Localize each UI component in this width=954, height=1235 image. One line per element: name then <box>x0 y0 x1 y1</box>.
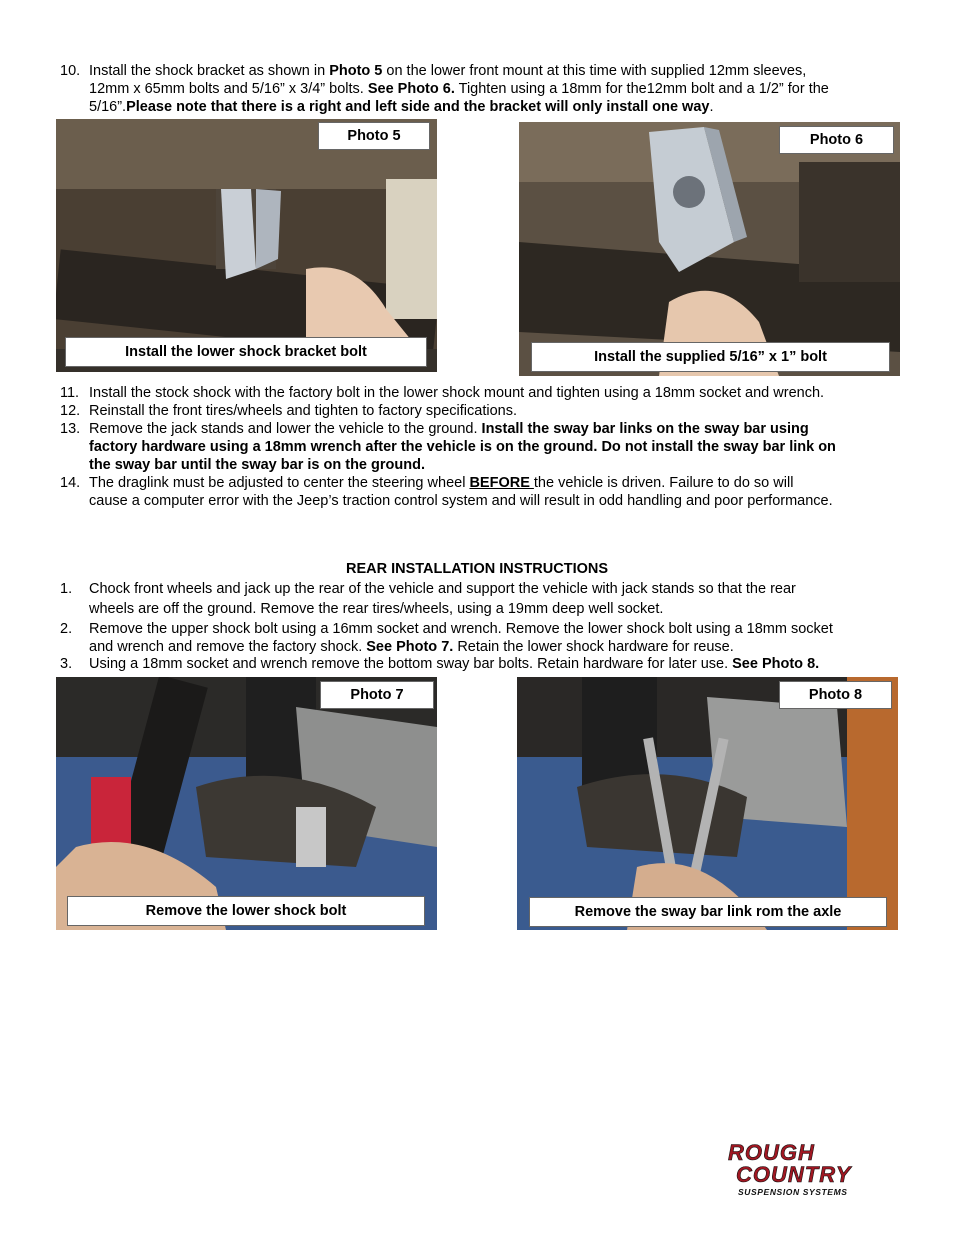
step-10-line-1: Install the shock bracket as shown in Photo 5 on the lower front mount at this time with supplied 12mm sleeves, <box>89 63 807 79</box>
photo-tag: Photo 8 <box>779 681 892 709</box>
photo-7 <box>56 677 437 930</box>
step-12: 12. Reinstall the front tires/wheels and tighten to factory specifications. <box>60 403 517 419</box>
rear-step-2-line-2: and wrench and remove the factory shock. See Photo 7. Retain the lower shock hardware for reuse. <box>89 639 734 655</box>
step-number: 1. <box>60 581 73 597</box>
photo-6-image <box>519 122 900 376</box>
photo-caption: Remove the lower shock bolt <box>67 896 425 926</box>
photo-5 <box>56 119 437 372</box>
step-number: 14. <box>60 475 81 491</box>
step-number: 12. <box>60 403 81 419</box>
photo-tag: Photo 7 <box>320 681 434 709</box>
rear-step-1 <box>60 580 920 620</box>
step-number: 3. <box>60 656 73 672</box>
step-10-line-3: 5/16”.Please note that there is a right and left side and the bracket will only install one way. <box>89 99 714 115</box>
logo-graphic <box>726 1140 896 1200</box>
rough-country-logo <box>726 1140 896 1200</box>
photo-7-image <box>56 677 437 930</box>
photo-tag: Photo 6 <box>779 126 894 154</box>
photo-caption: Remove the sway bar link rom the axle <box>529 897 887 927</box>
rear-step-1-line-2: wheels are off the ground. Remove the rear tires/wheels, using a 19mm deep well socket. <box>89 601 664 617</box>
step-number: 13. <box>60 421 81 437</box>
photo-5-image <box>56 119 437 372</box>
step-number: 11. <box>60 385 80 401</box>
rear-step-3: 3. Using a 18mm socket and wrench remove the bottom sway bar bolts. Retain hardware for later use. See Photo 8. <box>60 656 820 672</box>
photo-caption: Install the supplied 5/16” x 1” bolt <box>531 342 890 372</box>
rear-installation-heading: REAR INSTALLATION INSTRUCTIONS <box>345 561 609 577</box>
photo-6 <box>519 122 900 376</box>
step-10-line-2: 12mm x 65mm bolts and 5/16” x 3/4” bolts. See Photo 6. Tighten using a 18mm for the12mm bolt and a 1/2” for the <box>89 81 829 97</box>
svg-text:COUNTRY: COUNTRY <box>736 1162 852 1187</box>
step-14-line-1: The draglink must be adjusted to center the steering wheel BEFORE the vehicle is driven. Failure to do so will <box>89 475 794 491</box>
step-11: 11. Install the stock shock with the factory bolt in the lower shock mount and tighten using a 18mm socket and wrench. <box>60 385 825 401</box>
photo-8-image <box>517 677 898 930</box>
step-13-line-1: Remove the jack stands and lower the vehicle to the ground. Install the sway bar links on the sway bar using <box>89 421 809 437</box>
svg-text:SUSPENSION SYSTEMS: SUSPENSION SYSTEMS <box>738 1187 848 1197</box>
step-13 <box>60 420 920 474</box>
step-13-line-2: factory hardware using a 18mm wrench after the vehicle is on the ground. Do not install the sway bar link on <box>89 439 836 455</box>
step-number: 10. <box>60 63 81 79</box>
photo-caption: Install the lower shock bracket bolt <box>65 337 427 367</box>
photo-8 <box>517 677 898 930</box>
rear-step-1-line-1: Chock front wheels and jack up the rear of the vehicle and support the vehicle with jack stands so that the rear <box>89 581 796 597</box>
step-number: 2. <box>60 621 73 637</box>
rear-step-2-line-1: Remove the upper shock bolt using a 16mm socket and wrench. Remove the lower shock bolt using a 18mm socket <box>89 621 833 637</box>
photo-tag: Photo 5 <box>318 122 430 150</box>
svg-text:ROUGH: ROUGH <box>728 1140 815 1165</box>
step-10 <box>60 62 900 116</box>
step-13-line-3: the sway bar until the sway bar is on the ground. <box>89 457 425 473</box>
step-14-line-2: cause a computer error with the Jeep’s traction control system and will result in odd handling and poor performance. <box>89 493 833 509</box>
rear-step-2 <box>60 620 920 656</box>
step-14 <box>60 474 920 510</box>
